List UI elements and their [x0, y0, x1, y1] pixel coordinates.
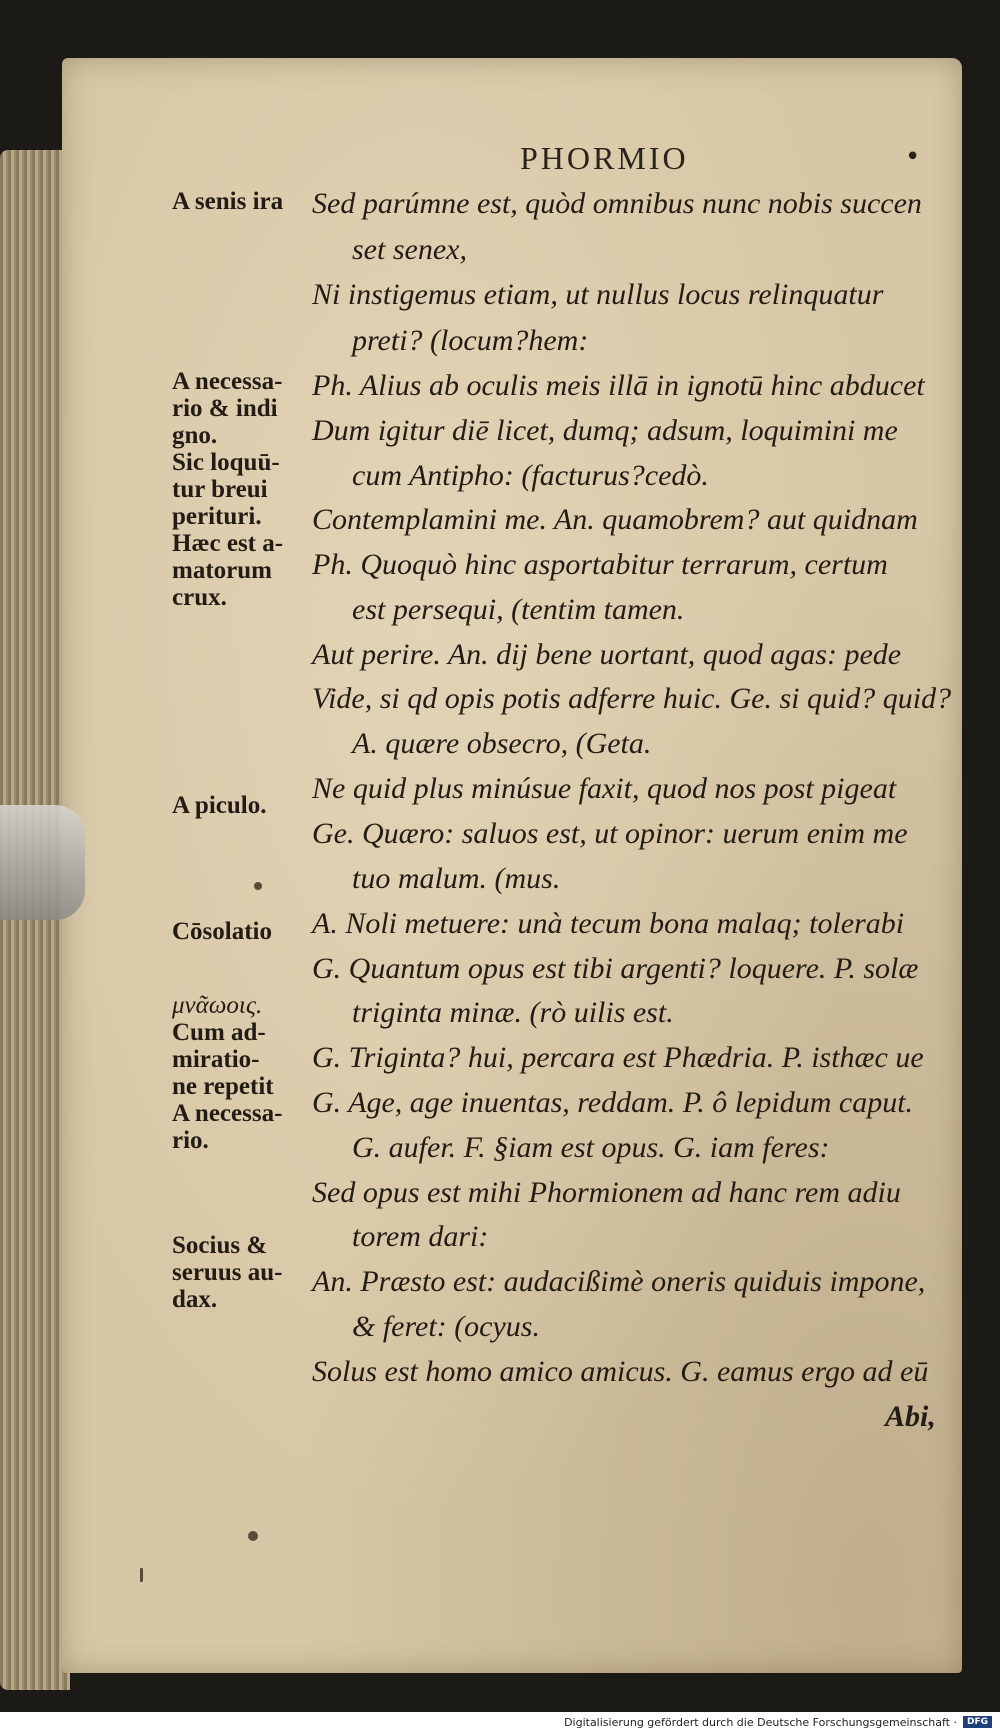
text-line: Ge. Quæro: saluos est, ut opinor: uerum enim me	[312, 817, 908, 850]
text-line: torem dari:	[352, 1220, 489, 1253]
text-line: triginta minæ. (rò uilis est.	[352, 996, 674, 1029]
text-line: Vide, si qd opis potis adferre huic. Ge. si quid? quid?	[312, 682, 952, 715]
text-line: Ph. Quoquò hinc asportabitur terrarum, certum	[312, 548, 888, 581]
running-head: PHORMIO	[520, 140, 689, 176]
paper-speck	[254, 882, 262, 890]
page-clip	[0, 805, 85, 920]
text-line: Aut perire. An. dij bene uortant, quod agas: pede	[312, 638, 902, 671]
text-line: cum Antipho: (facturus?cedò.	[352, 459, 709, 492]
margin-note: A piculo.	[172, 792, 267, 819]
margin-note: A necessa- rio & indi gno. Sic loquū- tur breui perituri. Hæc est a- matorum crux.	[172, 368, 284, 611]
margin-note-text: Cum ad- miratio- ne repetit A necessa- rio.	[172, 1019, 283, 1154]
margin-note: A senis ira	[172, 188, 284, 215]
margin-note: Socius & seruus au- dax.	[172, 1232, 283, 1313]
text-line: tuo malum. (mus.	[352, 862, 561, 895]
text-line: Sed parúmne est, quòd omnibus nunc nobis succen	[312, 187, 922, 220]
text-line: G. Quantum opus est tibi argenti? loquere. P. solæ	[312, 952, 919, 985]
text-line: A. quære obsecro, (Geta.	[352, 727, 652, 760]
paper-speck	[140, 1568, 143, 1582]
text-line: Dum igitur diē licet, dumq; adsum, loquimini me	[312, 414, 898, 447]
text-line: G. Triginta? hui, percara est Phædria. P. isthæc ue	[312, 1041, 924, 1074]
text-line: An. Præsto est: audacißimè oneris quiduis impone,	[312, 1265, 926, 1298]
text-line: preti? (locum?hem:	[352, 324, 589, 357]
margin-note	[172, 992, 307, 1154]
text-line: G. Age, age inuentas, reddam. P. ô lepidum caput.	[312, 1086, 914, 1119]
text-line: Ni instigemus etiam, ut nullus locus relinquatur	[312, 278, 884, 311]
book-page-edges	[0, 150, 70, 1690]
greek-note: μνᾶωοις.	[172, 992, 263, 1019]
catchword: Abi,	[885, 1400, 936, 1433]
text-line: Ne quid plus minúsue faxit, quod nos post pigeat	[312, 772, 897, 805]
text-line: set senex,	[352, 233, 467, 266]
text-line: Contemplamini me. An. quamobrem? aut quidnam	[312, 503, 918, 536]
dfg-logo: DFG	[963, 1716, 992, 1728]
text-line: est persequi, (tentim tamen.	[352, 593, 685, 626]
digitization-footer	[0, 1712, 1000, 1732]
text-line: & feret: (ocyus.	[352, 1310, 540, 1343]
text-line: Solus est homo amico amicus. G. eamus ergo ad eū	[312, 1355, 929, 1388]
text-line: Sed opus est mihi Phormionem ad hanc rem adiu	[312, 1176, 901, 1209]
footer-credit: Digitalisierung gefördert durch die Deutsche Forschungsgemeinschaft ·	[564, 1715, 957, 1729]
margin-note: Cōsolatio	[172, 918, 272, 945]
text-line: A. Noli metuere: unà tecum bona malaq; tolerabi	[312, 907, 905, 940]
paper-speck	[248, 1531, 258, 1541]
running-head-ornament: •	[905, 142, 921, 172]
text-line: Ph. Alius ab oculis meis illā in ignotū hinc abducet	[312, 369, 925, 402]
text-line: G. aufer. F. §iam est opus. G. iam feres:	[352, 1131, 830, 1164]
